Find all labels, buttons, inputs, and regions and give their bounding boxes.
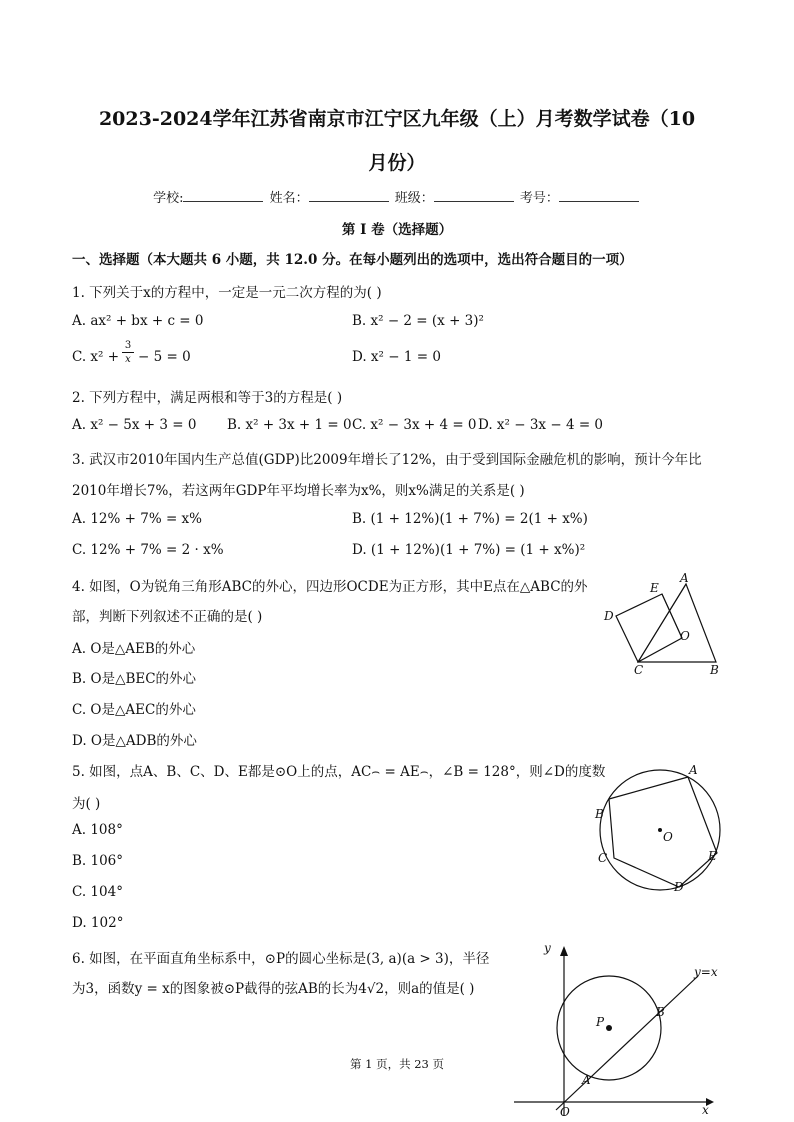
q5-label-o: O	[663, 830, 673, 844]
q1-option-d: D. x² − 1 = 0	[352, 349, 441, 365]
q5-label-d: D	[674, 880, 684, 894]
q4-label-d: D	[604, 609, 614, 623]
q4-label-c: C	[634, 663, 644, 677]
q1-stem: 1. 下列关于x的方程中，一定是一元二次方程的为( )	[72, 285, 382, 301]
q6-label-line: y=x	[694, 965, 718, 979]
q4-label-e: E	[650, 581, 659, 595]
q5-label-c: C	[598, 851, 608, 865]
q4-option-d: D. O是△ADB的外心	[72, 733, 197, 749]
q4-label-o: O	[680, 629, 690, 643]
q5-label-a: A	[689, 763, 698, 777]
q4-stem-line1: 4. 如图，O为锐角三角形ABC的外心，四边形OCDE为正方形，其中E点在△ABC的外	[72, 579, 588, 595]
q4-figure	[596, 570, 726, 680]
q5-label-e: E	[708, 849, 717, 863]
q6-line-y-eq-x	[556, 976, 698, 1110]
q4-option-a: A. O是△AEB的外心	[72, 641, 196, 657]
school-label: 学校:	[153, 191, 184, 206]
q5-option-b: B. 106°	[72, 853, 124, 869]
class-blank	[434, 189, 514, 202]
q4-option-c: C. O是△AEC的外心	[72, 702, 196, 718]
q1-c-prefix: C. x² +	[72, 349, 120, 365]
q4-segment-eo	[662, 594, 682, 638]
q6-label-b: B	[656, 1005, 665, 1019]
q3-option-a: A. 12% + 7% = x%	[72, 511, 202, 527]
q3-stem-line1: 3. 武汉市2010年国内生产总值(GDP)比2009年增长了12%，由于受到国际金融危机的影响，预计今年比	[72, 452, 702, 468]
q5-center-dot	[658, 828, 662, 832]
q5-figure	[590, 758, 730, 898]
part-title: 第 I 卷（选择题）	[341, 222, 453, 238]
q1-c-suffix: − 5 = 0	[138, 349, 191, 365]
q5-stem-line2: 为( )	[72, 796, 101, 812]
name-blank	[309, 189, 389, 202]
q5-option-d: D. 102°	[72, 915, 124, 931]
q1-option-b: B. x² − 2 = (x + 3)²	[352, 313, 484, 329]
q5-option-c: C. 104°	[72, 884, 123, 900]
q6-label-o: O	[560, 1105, 570, 1119]
exam-title-line2: 月份）	[368, 152, 426, 174]
q6-label-a: A	[582, 1073, 591, 1087]
q4-label-a: A	[680, 571, 689, 585]
q4-stem-line2: 部，判断下列叙述不正确的是( )	[72, 609, 263, 625]
q4-triangle-abc	[638, 584, 716, 662]
name-label: 姓名：	[269, 191, 309, 206]
q6-label-x: x	[702, 1103, 709, 1117]
q5-option-a: A. 108°	[72, 822, 123, 838]
q1-c-denominator: x	[125, 354, 131, 365]
q2-option-b: B. x² + 3x + 1 = 0	[227, 417, 352, 433]
q2-option-a: A. x² − 5x + 3 = 0	[72, 417, 197, 433]
q3-option-d: D. (1 + 12%)(1 + 7%) = (1 + x%)²	[352, 542, 586, 558]
q1-c-numerator: 3	[122, 340, 134, 353]
q5-stem-line1: 5. 如图，点A、B、C、D、E都是⊙O上的点，AC⌢ = AE⌢，∠B = 128°，则∠D的度数	[72, 764, 606, 780]
q2-stem: 2. 下列方程中，满足两根和等于3的方程是( )	[72, 390, 343, 406]
q6-label-y: y	[544, 941, 551, 955]
q3-option-c: C. 12% + 7% = 2 · x%	[72, 542, 224, 558]
q2-option-d: D. x² − 3x − 4 = 0	[478, 417, 604, 433]
number-label: 考号：	[519, 191, 559, 206]
q4-segment-ca	[638, 584, 686, 662]
q4-option-b: B. O是△BEC的外心	[72, 671, 197, 687]
q6-stem-line1: 6. 如图，在平面直角坐标系中，⊙P的圆心坐标是(3, a)(a > 3)，半径	[72, 951, 490, 967]
number-blank	[559, 189, 639, 202]
q1-option-a: A. ax² + bx + c = 0	[72, 313, 204, 329]
page-footer: 第 1 页，共 23 页	[349, 1057, 445, 1071]
school-blank	[183, 189, 263, 202]
q6-figure	[506, 938, 726, 1120]
student-info-row	[0, 187, 794, 206]
q6-center-p	[606, 1025, 612, 1031]
q4-square-ocde	[616, 594, 682, 662]
class-label: 班级：	[394, 191, 434, 206]
q6-label-p: P	[596, 1015, 605, 1029]
q4-label-b: B	[710, 663, 719, 677]
q3-stem-line2: 2010年增长7%，若这两年GDP年平均增长率为x%，则x%满足的关系是( )	[72, 483, 525, 499]
q6-y-arrow	[560, 946, 568, 956]
q5-label-b: B	[595, 807, 604, 821]
section-title: 一、选择题（本大题共 6 小题，共 12.0 分。在每小题列出的选项中，选出符合题目的一项）	[72, 252, 633, 268]
q6-stem-line2: 为3，函数y = x的图象被⊙P截得的弦AB的长为4√2，则a的值是( )	[72, 981, 475, 997]
q3-option-b: B. (1 + 12%)(1 + 7%) = 2(1 + x%)	[352, 511, 588, 527]
exam-title-line1: 2023-2024学年江苏省南京市江宁区九年级（上）月考数学试卷（10	[98, 108, 696, 130]
q2-option-c: C. x² − 3x + 4 = 0	[352, 417, 477, 433]
